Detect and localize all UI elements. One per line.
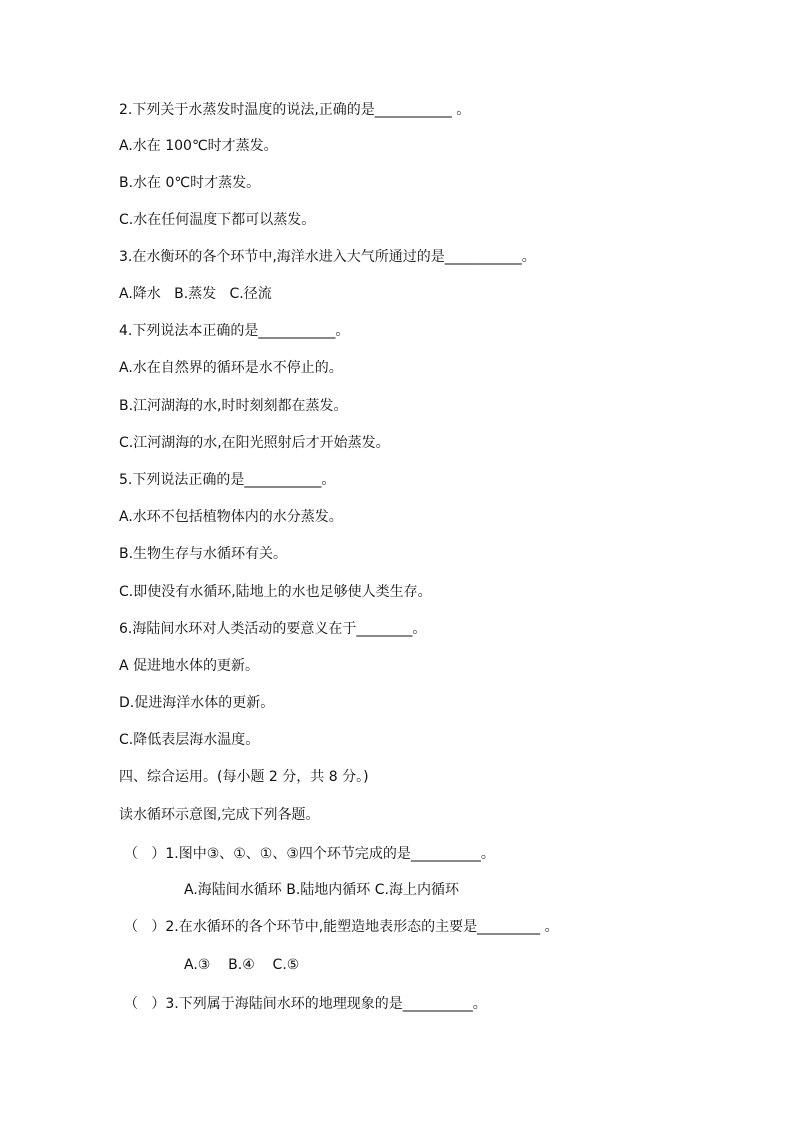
options-s4-2: A.③ B.④ C.⑤: [184, 957, 300, 973]
question-s4-2: （ ）2.在水循环的各个环节中,能塑造地表形态的主要是_________ 。: [124, 919, 559, 935]
option-a: A.水在 100℃时才蒸发。: [119, 138, 278, 154]
question-6: 6.海陆间水环对人类活动的要意义在于________。: [119, 621, 427, 637]
question-s4-3: （ ）3.下列属于海陆间水环的地理现象的是__________。: [124, 996, 487, 1012]
option-a: A.水环不包括植物体内的水分蒸发。: [119, 509, 343, 525]
option-c: C.江河湖海的水,在阳光照射后才开始蒸发。: [119, 435, 390, 451]
question-3: 3.在水衡环的各个环节中,海洋水进入大气所通过的是___________。: [119, 249, 536, 265]
option-a: A 促进地水体的更新。: [119, 658, 260, 674]
options-s4-1: A.海陆间水循环 B.陆地内循环 C.海上内循环: [184, 882, 459, 898]
options-q3: A.降水 B.蒸发 C.径流: [119, 286, 272, 302]
option-c: C.降低表层海水温度。: [119, 732, 260, 748]
question-5: 5.下列说法正确的是___________。: [119, 472, 336, 488]
question-s4-1: （ ）1.图中③、①、①、③四个环节完成的是__________。: [124, 846, 495, 862]
section-heading: 四、综合运用。(每小题 2 分，共 8 分。): [119, 769, 369, 785]
option-b: B.江河湖海的水,时时刻刻都在蒸发。: [119, 398, 348, 414]
question-2: 2.下列关于水蒸发时温度的说法,正确的是___________ 。: [119, 102, 471, 118]
option-d: D.促进海洋水体的更新。: [119, 695, 275, 711]
option-a: A.水在自然界的循环是水不停止的。: [119, 360, 343, 376]
question-4: 4.下列说法本正确的是___________。: [119, 323, 350, 339]
option-b: B.生物生存与水循环有关。: [119, 546, 288, 562]
section-instruction: 读水循环示意图,完成下列各题。: [119, 807, 320, 823]
option-b: B.水在 0℃时才蒸发。: [119, 175, 261, 191]
option-c: C.水在任何温度下都可以蒸发。: [119, 212, 316, 228]
option-c: C.即使没有水循环,陆地上的水也足够使人类生存。: [119, 584, 432, 600]
